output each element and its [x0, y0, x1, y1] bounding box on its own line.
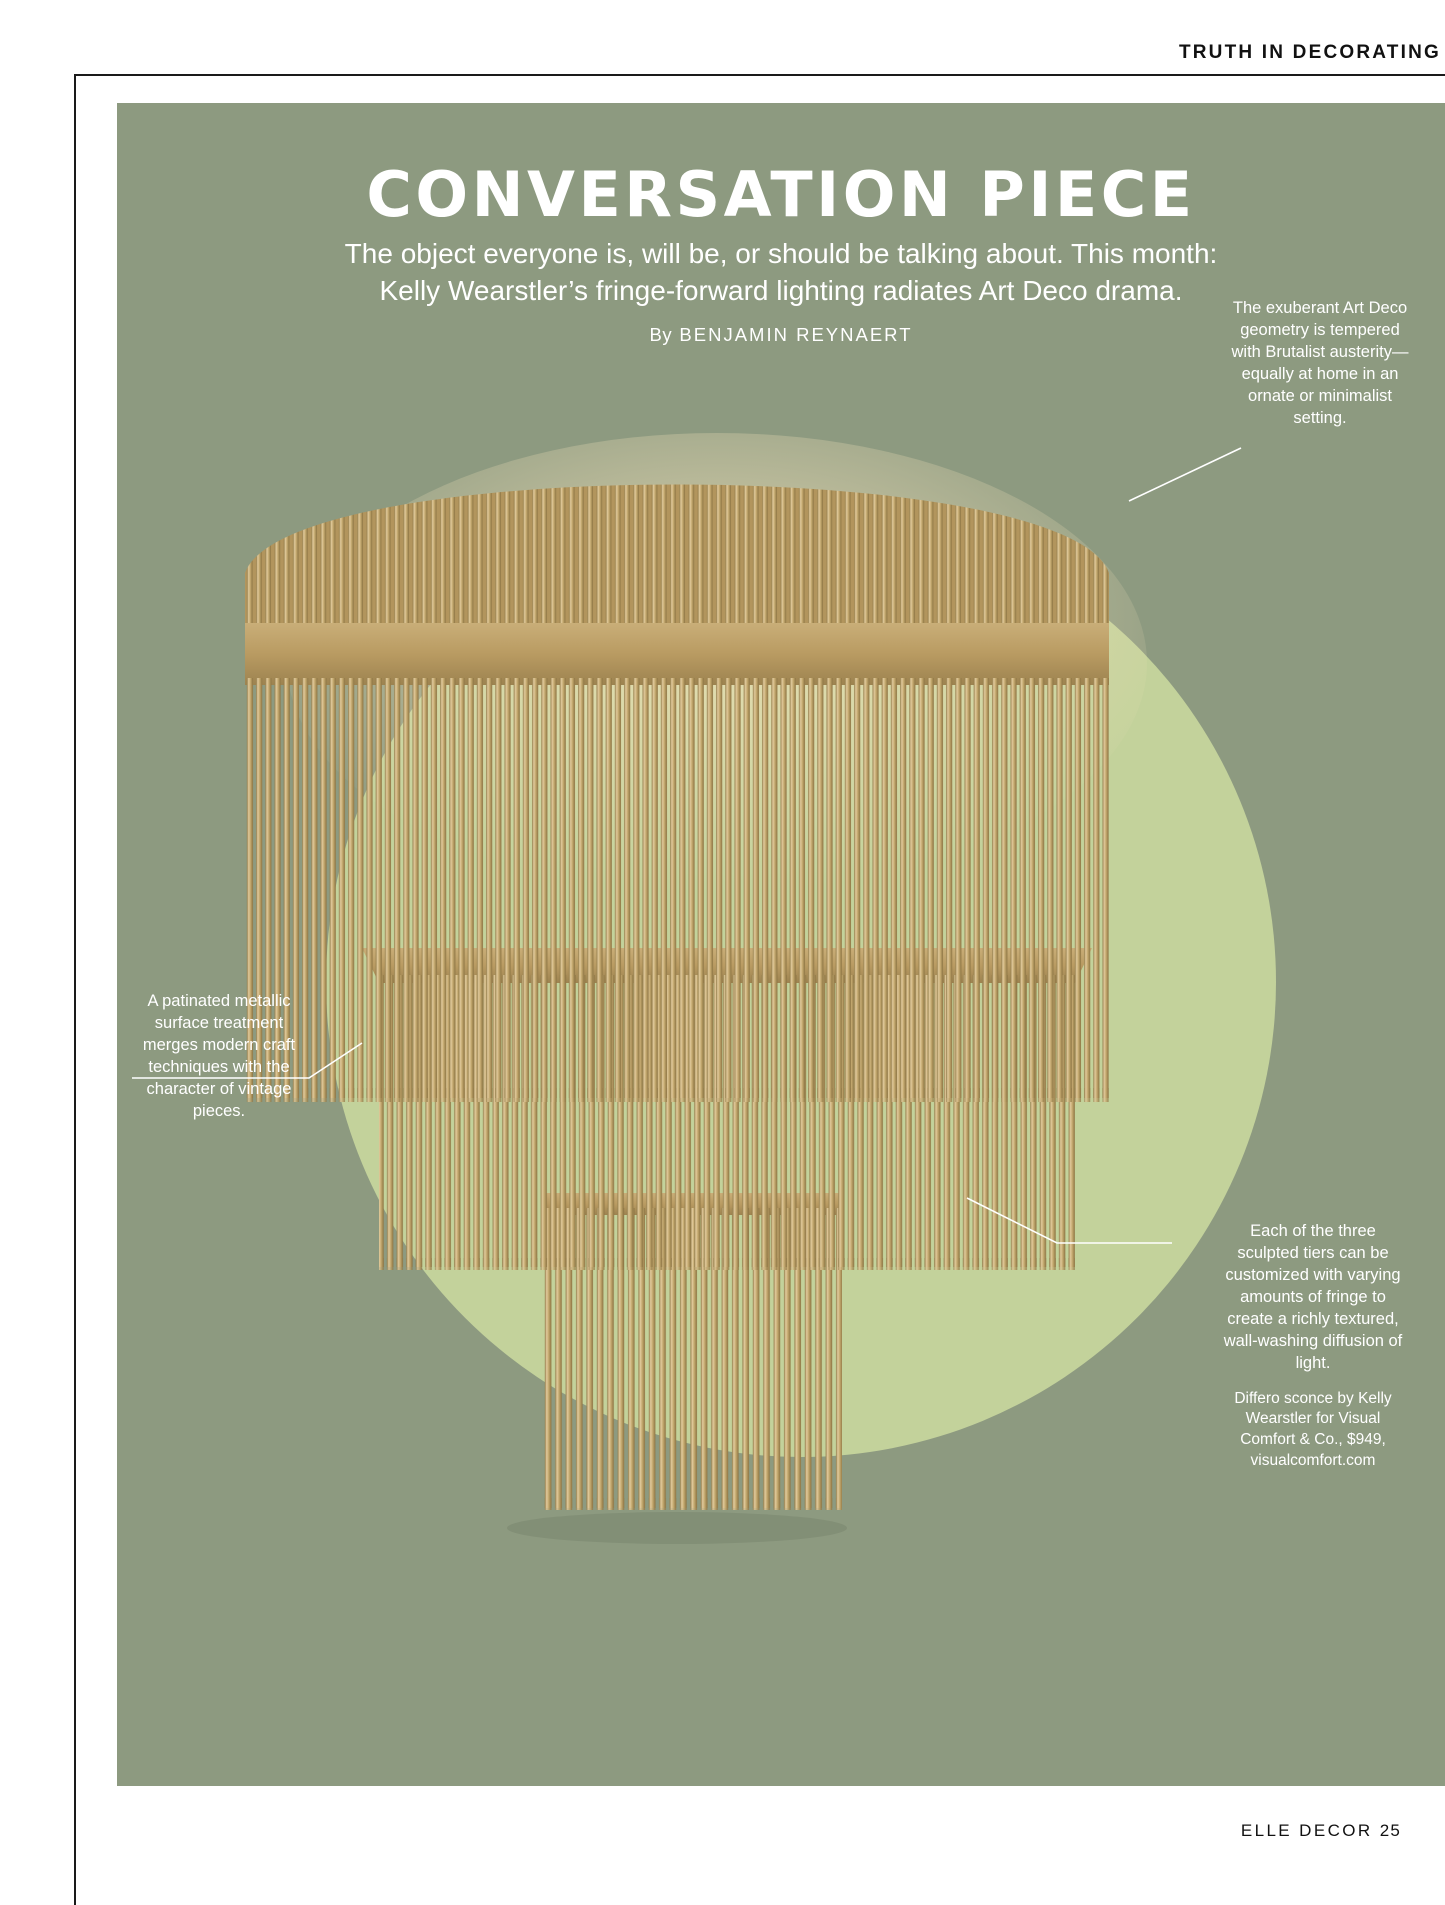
top-rule	[74, 74, 1445, 76]
page-title: CONVERSATION PIECE	[366, 158, 1196, 231]
deck-line-2: Kelly Wearstler’s fringe-forward lighting radiates Art Deco drama.	[379, 275, 1183, 307]
callout-bottom-right	[1219, 1221, 1407, 1472]
callout-bottom-left: A patinated metallic surface treatment merges modern craft techniques with the character of vintage pieces.	[142, 992, 296, 1120]
running-head: TRUTH IN DECORATING	[1178, 42, 1441, 63]
deck-line-1: The object everyone is, will be, or should be talking about. This month:	[344, 238, 1218, 270]
byline-author: BENJAMIN REYNAERT	[679, 324, 913, 346]
folio-magazine: ELLE DECOR	[1240, 1821, 1373, 1840]
callout-bottom-right-text: Each of the three sculpted tiers can be customized with varying amounts of fringe to create a richly textured, wall-washing diffusion of light.	[1223, 1222, 1403, 1372]
byline-prefix: By	[649, 324, 673, 346]
folio	[1241, 1821, 1401, 1841]
callout-top-right: The exuberant Art Deco geometry is tempered with Brutalist austerity—equally at home in an ornate or minimalist setting.	[1231, 299, 1409, 427]
left-rule	[74, 74, 76, 1905]
product-credit: Differo sconce by Kelly Wearstler for Visual Comfort & Co., $949, visualcomfort.com	[1234, 1389, 1392, 1469]
folio-page-number: 25	[1379, 1821, 1401, 1840]
feature-photo-plate	[117, 103, 1445, 1786]
